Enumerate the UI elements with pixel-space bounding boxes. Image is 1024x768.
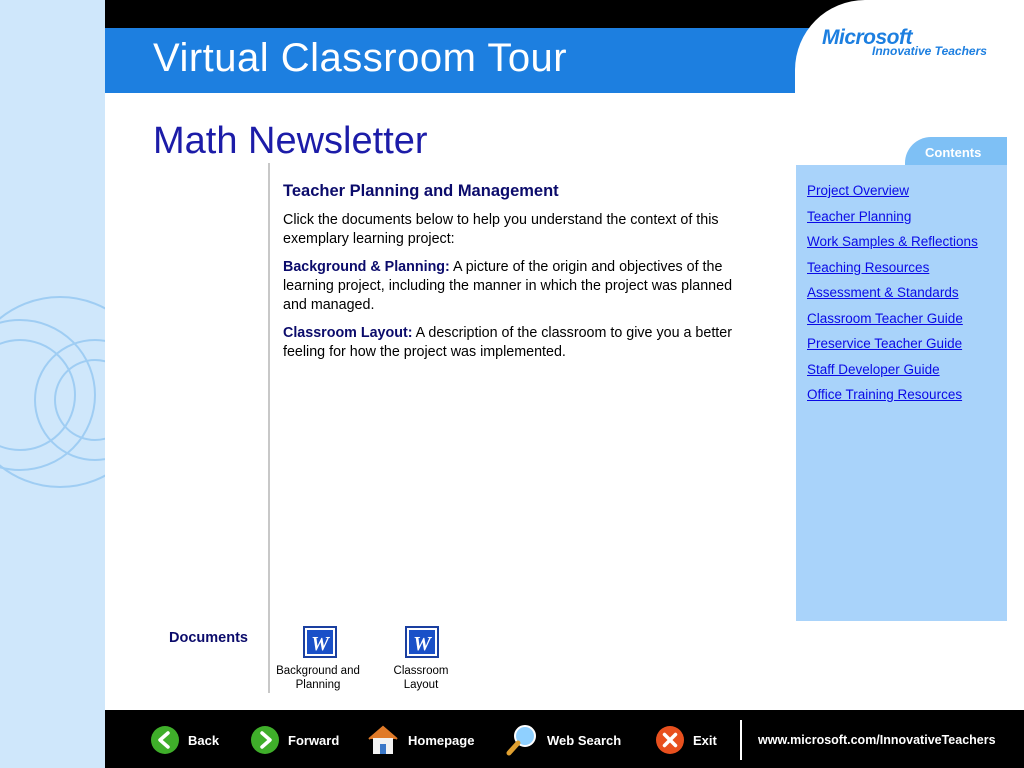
- web-search-label: Web Search: [547, 732, 622, 748]
- circles-decoration: [0, 0, 105, 768]
- link-teacher-planning[interactable]: Teacher Planning: [807, 208, 912, 224]
- list-item: [807, 259, 1007, 276]
- back-arrow-icon: [150, 725, 180, 755]
- site-url-link[interactable]: www.microsoft.com/InnovativeTeachers: [758, 733, 996, 747]
- item-classroom-layout: [283, 324, 748, 362]
- link-project-overview[interactable]: Project Overview: [807, 183, 910, 198]
- link-assessment-standards[interactable]: Assessment & Standards: [807, 285, 959, 300]
- svg-text:W: W: [413, 633, 431, 655]
- item-label: Background & Planning:: [283, 259, 450, 275]
- link-work-samples[interactable]: Work Samples & Reflections: [807, 234, 978, 249]
- list-item: [807, 233, 1007, 250]
- document-caption-classroom[interactable]: [366, 664, 476, 692]
- section-heading: Teacher Planning and Management: [283, 182, 559, 200]
- exit-label: Exit: [693, 732, 717, 748]
- page-title: Math Newsletter: [153, 120, 428, 162]
- link-classroom-teacher-guide[interactable]: Classroom Teacher Guide: [807, 310, 963, 326]
- word-document-icon[interactable]: [405, 626, 439, 658]
- home-icon: [366, 724, 400, 756]
- list-item: [807, 386, 1007, 403]
- document-caption-background[interactable]: [263, 664, 373, 692]
- back-button[interactable]: [150, 720, 219, 760]
- main-content: [283, 182, 748, 371]
- list-item: [807, 182, 1007, 199]
- svg-text:W: W: [311, 633, 329, 655]
- link-staff-developer-guide[interactable]: Staff Developer Guide: [807, 361, 940, 377]
- back-label: Back: [188, 732, 220, 748]
- list-item: [807, 361, 1007, 378]
- bottom-nav-bar: [105, 710, 1024, 768]
- documents-label: Documents: [169, 630, 248, 646]
- forward-arrow-icon: [250, 725, 280, 755]
- homepage-button[interactable]: [366, 720, 474, 760]
- item-text: A description of the classroom to give you a better feeling for how the project was implemented.: [283, 325, 732, 360]
- web-search-button[interactable]: [505, 720, 621, 760]
- contents-list: [796, 165, 1007, 403]
- contents-tab: Contents: [905, 137, 1007, 165]
- innovative-teachers-logo: Innovative Teachers: [872, 44, 987, 58]
- item-text: A picture of the origin and objectives of the learning project, including the manner in which the project was planned and managed.: [283, 259, 733, 313]
- word-document-icon[interactable]: [303, 626, 337, 658]
- banner-title: Virtual Classroom Tour: [153, 36, 568, 80]
- exit-button[interactable]: [655, 720, 717, 760]
- list-item: [807, 310, 1007, 327]
- left-decorative-strip: [0, 0, 105, 768]
- list-item: [807, 335, 1007, 352]
- exit-x-icon: [655, 725, 685, 755]
- homepage-label: Homepage: [408, 732, 475, 748]
- microsoft-logo: Microsoft: [822, 26, 912, 49]
- item-background-planning: [283, 258, 748, 315]
- contents-panel: [796, 165, 1007, 621]
- nav-divider: [740, 720, 742, 760]
- list-item: [807, 208, 1007, 225]
- intro-text: Click the documents below to help you understand the context of this exemplary learning project:: [283, 212, 719, 247]
- forward-label: Forward: [288, 732, 340, 748]
- link-office-training[interactable]: Office Training Resources: [807, 387, 963, 402]
- caption-line: Planning: [295, 679, 341, 691]
- caption-line: Background and: [276, 665, 360, 677]
- content-divider: [268, 163, 270, 693]
- caption-line: Layout: [403, 679, 439, 691]
- item-label: Classroom Layout:: [283, 325, 413, 341]
- list-item: [807, 284, 1007, 301]
- caption-line: Classroom: [393, 665, 449, 677]
- link-teaching-resources[interactable]: Teaching Resources: [807, 259, 930, 275]
- forward-button[interactable]: [250, 720, 339, 760]
- link-preservice-teacher-guide[interactable]: Preservice Teacher Guide: [807, 336, 963, 351]
- magnifier-icon: [505, 723, 539, 757]
